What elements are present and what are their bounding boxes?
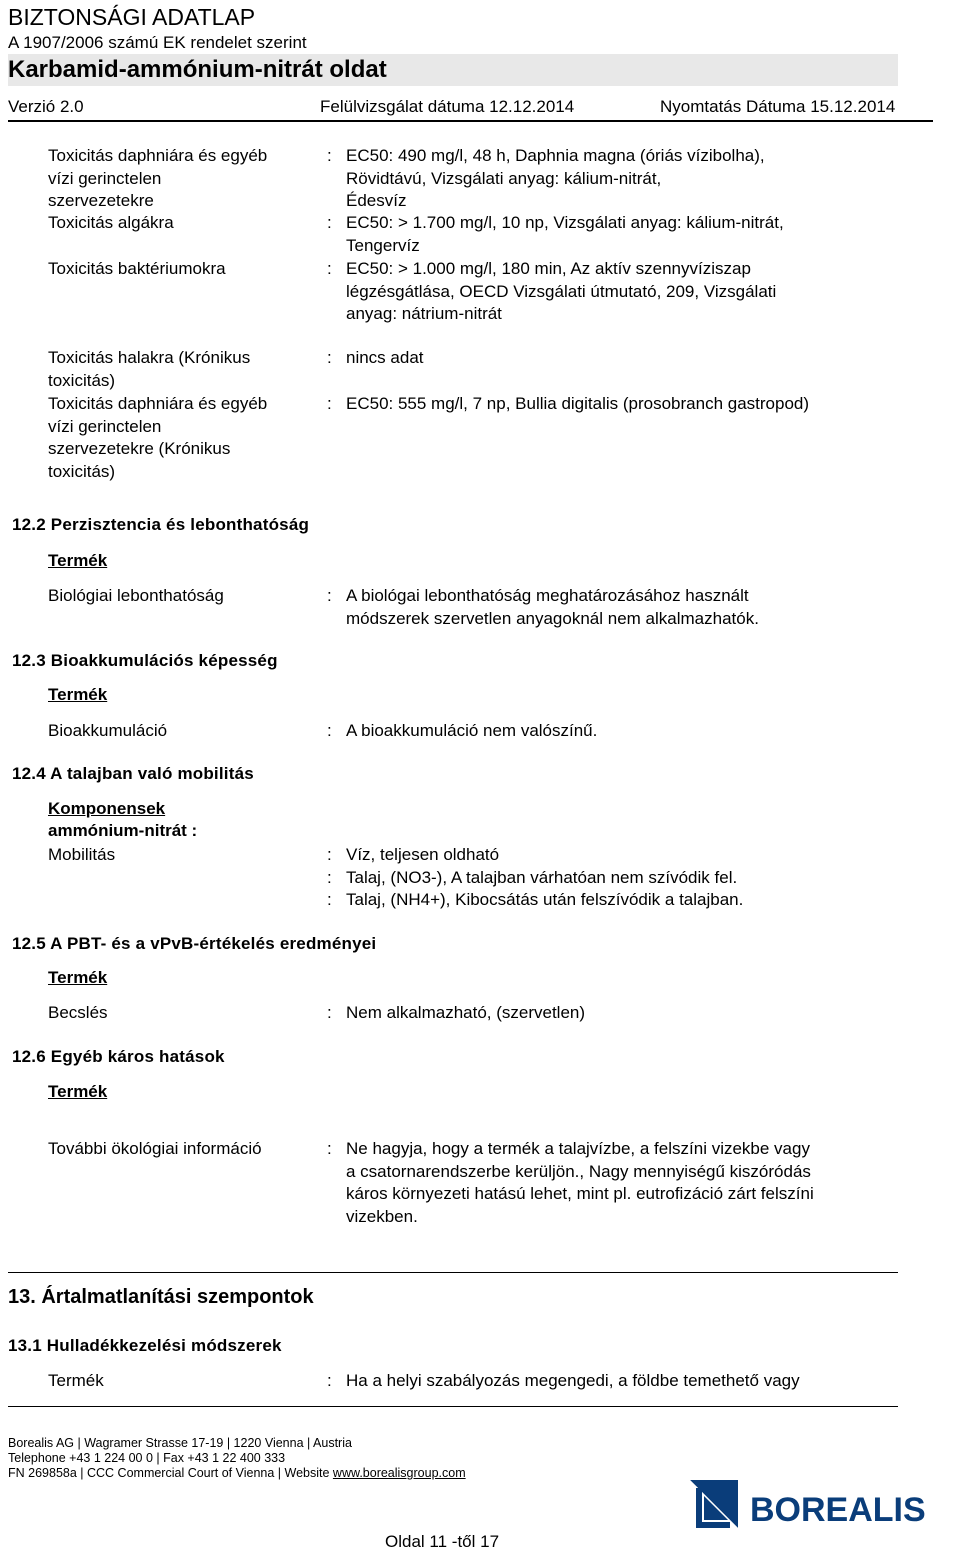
section-13-1-title: 13.1 Hulladékkezelési módszerek (8, 1336, 282, 1355)
waste-colon: : (327, 1371, 332, 1390)
print-date: Nyomtatás Dátuma 15.12.2014 (660, 97, 896, 116)
waste-value: Ha a helyi szabályozás megengedi, a földbe temethető vagy (346, 1371, 800, 1390)
header-rule (8, 120, 933, 122)
mobility-label: Mobilitás (48, 845, 116, 864)
tox-value-4: nincs adat (346, 348, 424, 367)
tox-colon-1: : (327, 146, 332, 165)
product-name-band (8, 54, 898, 86)
page-number: Oldal 11 -től 17 (385, 1532, 500, 1551)
borealis-logo (690, 1472, 960, 1538)
tox-label-2: Toxicitás algákra (48, 213, 174, 232)
product-name: Karbamid-ammónium-nitrát oldat (8, 56, 387, 83)
review-date: Felülvizsgálat dátuma 12.12.2014 (320, 97, 575, 116)
ecological-info-colon: : (327, 1139, 332, 1158)
footer-address: Borealis AG | Wagramer Strasse 17-19 | 1220 Vienna | Austria (8, 1436, 352, 1450)
section-12-4-subtitle: Komponensek (48, 799, 166, 818)
mobility-colon-3: : (327, 890, 332, 909)
estimation-label: Becslés (48, 1003, 108, 1022)
section-13-rule (8, 1272, 898, 1273)
tox-label-1: Toxicitás daphniára és egyéb vízi gerinctelen szervezetekre (48, 146, 268, 210)
tox-colon-3: : (327, 259, 332, 278)
section-12-3-title: 12.3 Bioakkumulációs képesség (12, 651, 278, 670)
footer-registry-text: FN 269858a | CCC Commercial Court of Vienna | Website (8, 1466, 333, 1480)
mobility-colon-2: : (327, 868, 332, 887)
biodegradability-value: A biológai lebonthatóság meghatározásához használt módszerek szervetlen anyagoknál nem alkalmazhatók. (346, 586, 759, 628)
ecological-info-value: Ne hagyja, hogy a termék a talajvízbe, a felszíni vizekbe vagy a csatornarendszerbe kerüljön., Nagy mennyiségű kiszóródás káros környezeti hatású lehet, mint pl. eutrofizáció zárt felszíni vizekben. (346, 1139, 814, 1226)
section-12-6-subtitle: Termék (48, 1082, 108, 1101)
section-13-title: 13. Ártalmatlanítási szempontok (8, 1286, 314, 1308)
section-12-4-title: 12.4 A talajban való mobilitás (12, 764, 254, 783)
mobility-value-3: Talaj, (NH4+), Kibocsátás után felszívódik a talajban. (346, 890, 744, 909)
tox-colon-5: : (327, 394, 332, 413)
estimation-colon: : (327, 1003, 332, 1022)
bioaccumulation-label: Bioakkumuláció (48, 721, 168, 740)
tox-colon-2: : (327, 213, 332, 232)
footer-phone: Telephone +43 1 224 00 0 | Fax +43 1 22 400 333 (8, 1451, 286, 1465)
mobility-colon-1: : (327, 845, 332, 864)
footer-registry (8, 1466, 466, 1481)
tox-value-1: EC50: 490 mg/l, 48 h, Daphnia magna (óriás vízibolha), Rövidtávú, Vizsgálati anyag: kálium-nitrát, Édesvíz (346, 146, 765, 210)
tox-value-5: EC50: 555 mg/l, 7 np, Bullia digitalis (prosobranch gastropod) (346, 394, 810, 413)
tox-label-3: Toxicitás baktériumokra (48, 259, 226, 278)
document-title: BIZTONSÁGI ADATLAP (8, 4, 256, 30)
ecological-info-label: További ökológiai információ (48, 1139, 262, 1158)
biodegradability-label: Biológiai lebonthatóság (48, 586, 224, 605)
tox-value-2: EC50: > 1.700 mg/l, 10 np, Vizsgálati anyag: kálium-nitrát, Tengervíz (346, 213, 784, 255)
section-12-6-title: 12.6 Egyéb káros hatások (12, 1047, 225, 1066)
section-12-2-subtitle: Termék (48, 551, 108, 570)
biodegradability-colon: : (327, 586, 332, 605)
bioaccumulation-colon: : (327, 721, 332, 740)
section-12-5-title: 12.5 A PBT- és a vPvB-értékelés eredményei (12, 934, 377, 953)
bioaccumulation-value: A bioakkumuláció nem valószínű. (346, 721, 598, 740)
section-12-3-subtitle: Termék (48, 685, 108, 704)
section-12-2-title: 12.2 Perzisztencia és lebonthatóság (12, 515, 310, 534)
section-12-5-subtitle: Termék (48, 968, 108, 987)
mobility-value-2: Talaj, (NO3-), A talajban várhatóan nem szívódik fel. (346, 868, 738, 887)
waste-product-label: Termék (48, 1371, 104, 1390)
version-label: Verzió 2.0 (8, 97, 84, 116)
tox-label-5: Toxicitás daphniára és egyéb vízi gerinctelen szervezetekre (Krónikus toxicitás) (48, 394, 268, 481)
website-link[interactable]: www.borealisgroup.com (332, 1466, 466, 1480)
tox-value-3: EC50: > 1.000 mg/l, 180 min, Az aktív szennyvíziszap légzésgátlása, OECD Vizsgálati útmutató, 209, Vizsgálati anyag: nátrium-nitrát (346, 259, 777, 323)
logo-wordmark: BOREALIS (750, 1491, 926, 1529)
borealis-logo-mark (690, 1472, 960, 1538)
regulation-line: A 1907/2006 számú EK rendelet szerint (8, 33, 307, 52)
footer-rule (8, 1406, 898, 1407)
tox-colon-4: : (327, 348, 332, 367)
component-name: ammónium-nitrát : (48, 821, 198, 840)
tox-label-4: Toxicitás halakra (Krónikus toxicitás) (48, 348, 251, 390)
estimation-value: Nem alkalmazható, (szervetlen) (346, 1003, 586, 1022)
mobility-value-1: Víz, teljesen oldható (346, 845, 500, 864)
